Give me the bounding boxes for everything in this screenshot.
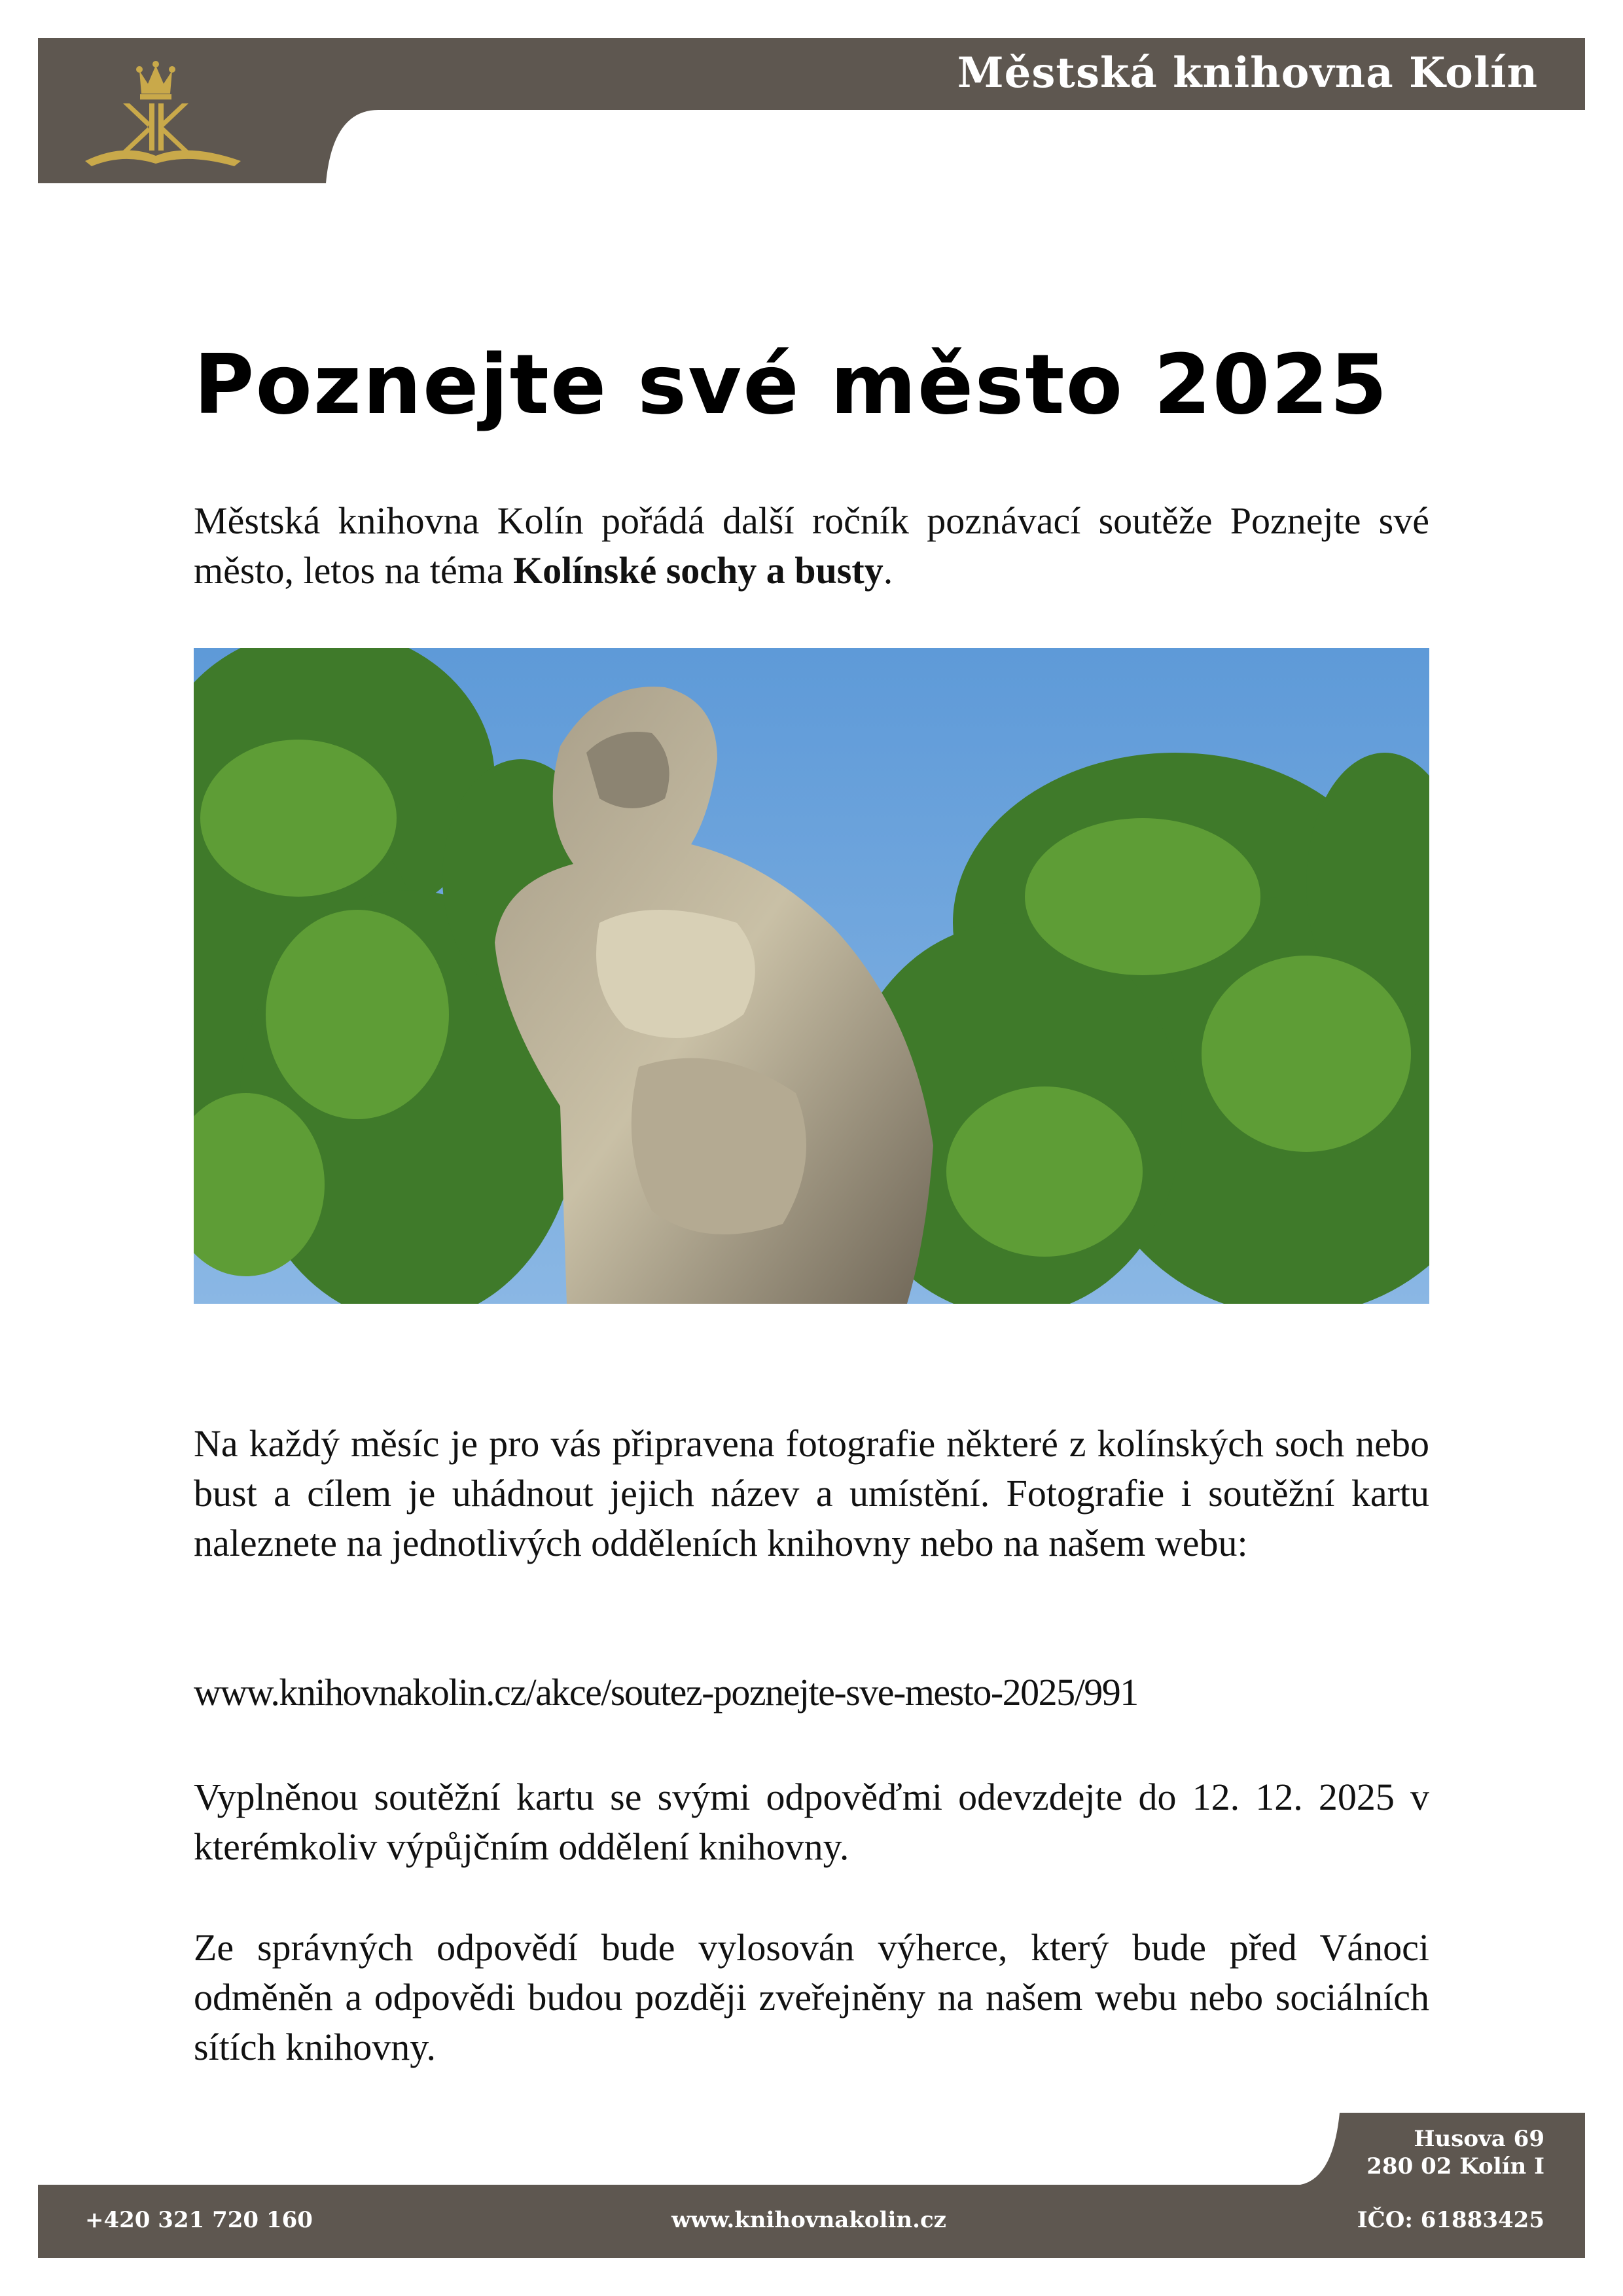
- intro-topic: Kolínské sochy a busty: [513, 549, 883, 592]
- library-logo: [77, 58, 251, 169]
- contest-url[interactable]: www.knihovnakolin.cz/akce/soutez-poznejte-sve-mesto-2025/991: [194, 1671, 1138, 1713]
- page-title: Poznejte své město 2025: [194, 336, 1389, 433]
- footer-address-city: 280 02 Kolín I: [1366, 2153, 1544, 2179]
- footer-phone[interactable]: +420 321 720 160: [85, 2207, 313, 2233]
- footer-website[interactable]: www.knihovnakolin.cz: [671, 2207, 946, 2233]
- paragraph-submit: Vyplněnou soutěžní kartu se svými odpověďmi odevzdejte do 12. 12. 2025 v kterémkoliv výpůjčním oddělení knihovny.: [194, 1776, 1429, 1868]
- statue-photo: [194, 648, 1429, 1304]
- intro-paragraph: [194, 496, 1429, 596]
- header-library-name: Městská knihovna Kolín: [957, 48, 1538, 98]
- page-header: [38, 38, 1585, 183]
- footer-curve-decoration: [1300, 2113, 1346, 2185]
- paragraph-winner: Ze správných odpovědí bude vylosován výherce, který bude před Vánoci odměněn a odpovědi budou později zveřejněny na našem webu nebo sociálních sítích knihovny.: [194, 1926, 1429, 2068]
- intro-text: Městská knihovna Kolín pořádá další ročník poznávací soutěže Poznejte své město, letos na téma: [194, 499, 1429, 592]
- footer-address-street: Husova 69: [1414, 2126, 1544, 2152]
- header-curve-decoration: [287, 110, 378, 183]
- intro-end: .: [883, 549, 893, 592]
- paragraph-monthly-photo: Na každý měsíc je pro vás připravena fotografie některé z kolínských soch nebo bust a cílem je uhádnout jejich název a umístění. Fotografie i soutěžní kartu naleznete na jednotlivých odděleních knihovny nebo na našem webu:: [194, 1422, 1429, 1564]
- page-footer: [38, 2113, 1585, 2258]
- footer-ico: IČO: 61883425: [1357, 2207, 1544, 2233]
